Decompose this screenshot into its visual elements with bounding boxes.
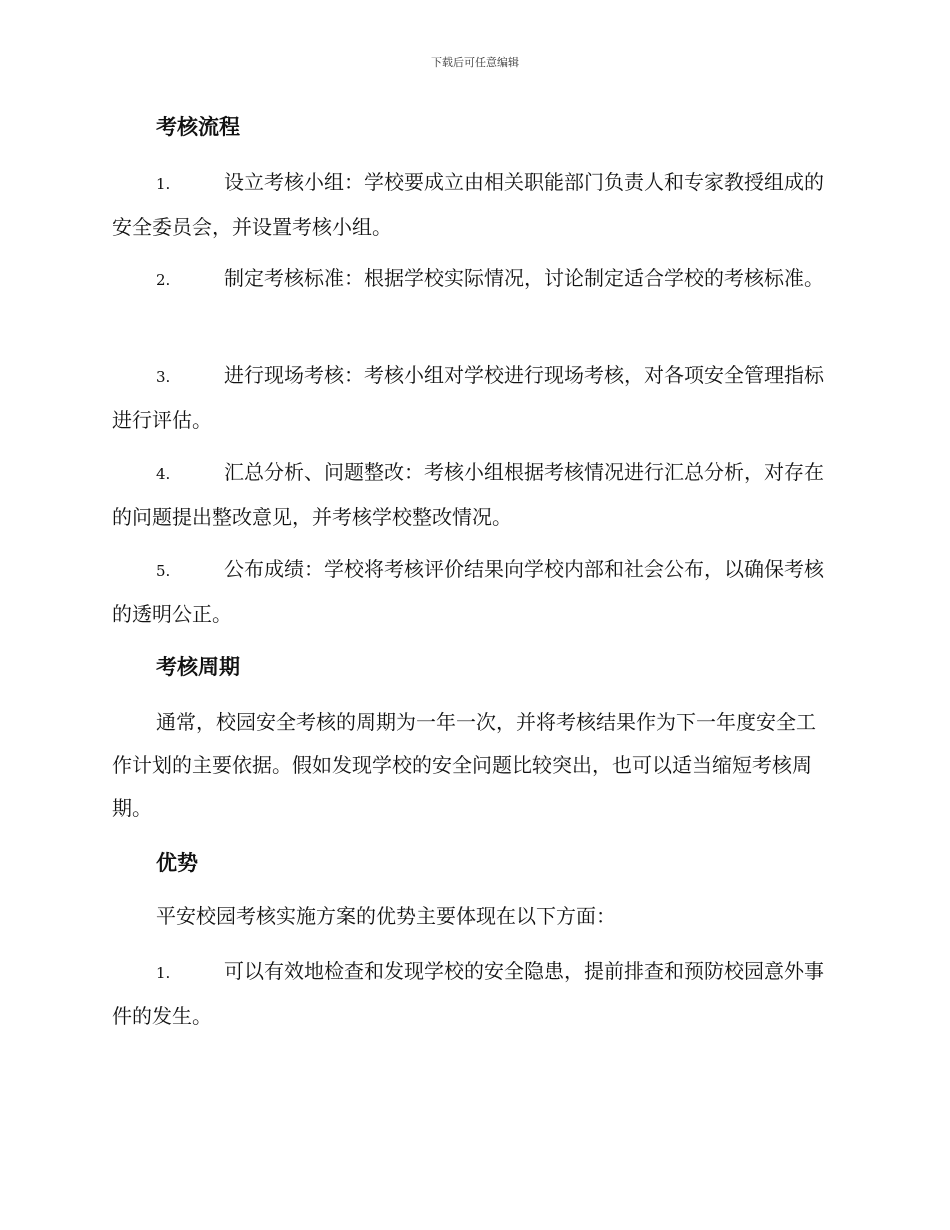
list-number: 2. <box>156 271 171 289</box>
list-text: 汇总分析、问题整改：考核小组根据考核情况进行汇总分析，对存在的问题提出整改意见，并考核学校整改情况。 <box>112 460 824 529</box>
list-item <box>112 950 834 1038</box>
list-number: 5. <box>156 562 171 580</box>
list-number: 3. <box>156 368 171 386</box>
cycle-paragraph: 通常，校园安全考核的周期为一年一次，并将考核结果作为下一年度安全工作计划的主要依据。假如发现学校的安全问题比较突出，也可以适当缩短考核周期。 <box>112 710 816 820</box>
list-text: 公布成绩：学校将考核评价结果向学校内部和社会公布，以确保考核的透明公正。 <box>112 557 824 626</box>
list-item <box>112 354 834 442</box>
list-number: 1. <box>156 175 171 193</box>
heading-advantages: 优势 <box>156 850 198 875</box>
advantages-intro: 平安校园考核实施方案的优势主要体现在以下方面： <box>156 904 616 928</box>
page-header: 下载后可任意编辑 <box>431 56 519 69</box>
list-text: 可以有效地检查和发现学校的安全隐患，提前排查和预防校园意外事件的发生。 <box>112 959 824 1028</box>
heading-cycle: 考核周期 <box>156 654 240 679</box>
list-text: 设立考核小组：学校要成立由相关职能部门负责人和专家教授组成的安全委员会，并设置考核小组。 <box>112 170 824 239</box>
heading-process: 考核流程 <box>156 114 240 139</box>
list-text: 进行现场考核：考核小组对学校进行现场考核，对各项安全管理指标进行评估。 <box>112 363 824 432</box>
list-text: 制定考核标准：根据学校实际情况，讨论制定适合学校的考核标准。 <box>224 266 824 290</box>
list-item <box>112 548 834 636</box>
list-item <box>112 161 834 249</box>
list-item <box>112 451 834 539</box>
list-number: 4. <box>156 465 171 483</box>
list-item <box>112 257 834 302</box>
list-number: 1. <box>156 964 171 982</box>
